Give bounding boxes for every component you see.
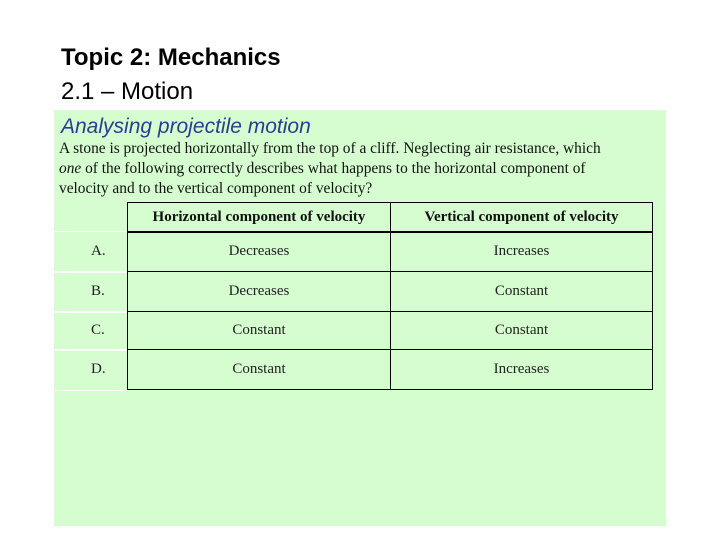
row-a-horizontal: Decreases <box>228 243 290 259</box>
header-horizontal: Horizontal component of velocity <box>152 208 366 225</box>
header-vertical: Vertical component of velocity <box>424 208 619 225</box>
question-line-2: of the following correctly describes what happens to the horizontal component of <box>81 160 586 177</box>
question-line-1: A stone is projected horizontally from the top of a cliff. Neglecting air resistance, which <box>59 140 601 157</box>
row-a-vertical: Increases <box>493 243 550 259</box>
page-subtitle: 2.1 – Motion <box>61 78 194 105</box>
row-d-horizontal: Constant <box>232 361 286 377</box>
row-label-b: B. <box>91 283 105 299</box>
table-row-rule <box>127 271 653 272</box>
table-row-rule <box>127 311 653 312</box>
row-c-horizontal: Constant <box>232 322 286 338</box>
table-header-rule <box>127 231 653 233</box>
row-b-vertical: Constant <box>494 283 549 299</box>
question-line-3: velocity and to the vertical component of velocity? <box>59 180 373 197</box>
question-emphasis: one <box>59 160 82 177</box>
table-border-bottom <box>127 389 653 390</box>
table-row-rule <box>127 349 653 350</box>
row-c-vertical: Constant <box>494 322 549 338</box>
row-d-vertical: Increases <box>493 361 550 377</box>
row-label-d: D. <box>91 361 106 377</box>
row-b-horizontal: Decreases <box>228 283 290 299</box>
page-title: Topic 2: Mechanics <box>61 44 281 71</box>
question-text <box>59 139 659 199</box>
panel-heading: Analysing projectile motion <box>61 115 311 138</box>
row-label-c: C. <box>91 322 105 338</box>
row-label-a: A. <box>91 243 106 259</box>
